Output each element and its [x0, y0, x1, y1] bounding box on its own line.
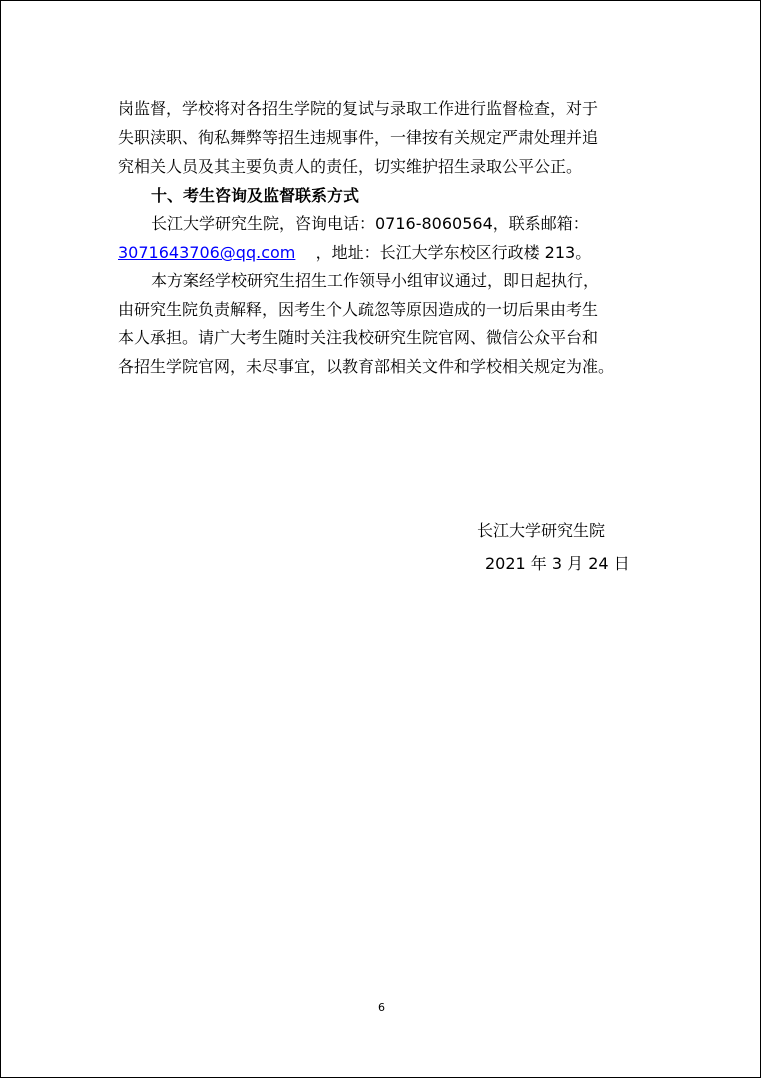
- section-heading: 十、考生咨询及监督联系方式: [151, 186, 360, 205]
- contact-line-2: [118, 242, 591, 264]
- paragraph-line: 由研究生院负责解释，因考生个人疏忽等原因造成的一切后果由考生: [118, 300, 599, 319]
- paragraph-line: 岗监督，学校将对各招生学院的复试与录取工作进行监督检查，对于: [118, 99, 599, 118]
- signature-org: 长江大学研究生院: [477, 521, 606, 540]
- signature-date: 2021 年 3 月 24 日: [485, 554, 630, 573]
- page-number: 6: [378, 1001, 385, 1014]
- email-link[interactable]: 3071643706@qq.com: [118, 243, 296, 262]
- paragraph-line: 究相关人员及其主要负责人的责任，切实维护招生录取公平公正。: [118, 157, 583, 176]
- paragraph-line: 本方案经学校研究生招生工作领导小组审议通过，即日起执行，: [151, 271, 600, 290]
- paragraph-line: 失职渎职、徇私舞弊等招生违规事件，一律按有关规定严肃处理并追: [118, 128, 599, 147]
- address-text: ，地址：长江大学东校区行政楼 213。: [315, 243, 592, 262]
- paragraph-line: 各招生学院官网，未尽事宜，以教育部相关文件和学校相关规定为准。: [118, 357, 615, 376]
- contact-line: 长江大学研究生院，咨询电话：0716-8060564，联系邮箱：: [151, 214, 589, 233]
- paragraph-line: 本人承担。请广大考生随时关注我校研究生院官网、微信公众平台和: [118, 328, 599, 347]
